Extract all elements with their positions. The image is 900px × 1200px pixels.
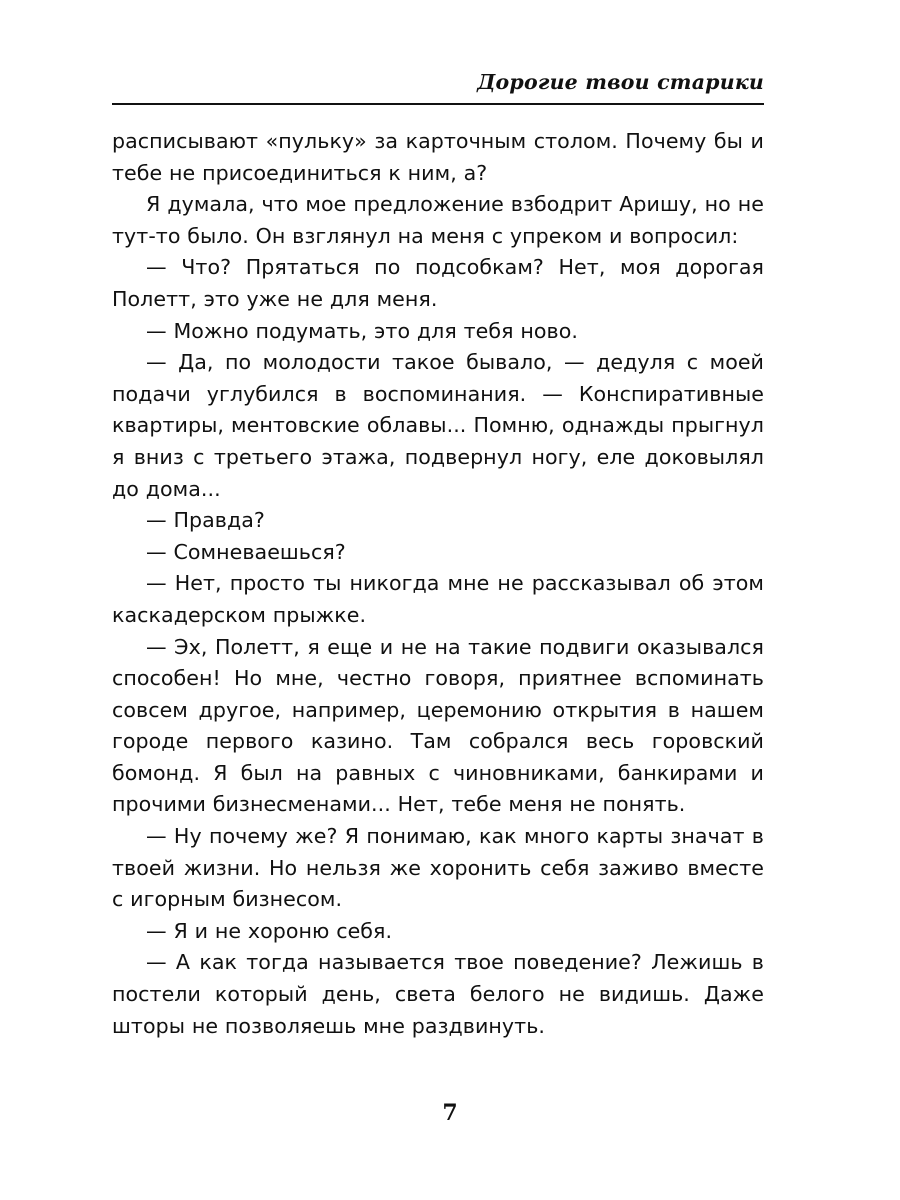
body-text (112, 126, 764, 1042)
paragraph: — Нет, просто ты никогда мне не рассказывал об этом каскадерском прыжке. (112, 571, 764, 627)
page-number: 7 (442, 1100, 458, 1126)
paragraph: — Эх, Полетт, я еще и не на такие подвиги оказывался способен! Но мне, честно говоря, приятнее вспоминать совсем другое, например, церемонию открытия в нашем городе первого казино. Там собрался весь горовский бомонд. Я был на равных с чиновниками, банкирами и прочими бизнесменами... Нет, тебе меня не понять. (112, 634, 764, 817)
paragraph: Я думала, что мое предложение взбодрит Аришу, но не тут-то было. Он взглянул на меня с упреком и вопросил: (112, 192, 764, 248)
paragraph: — Я и не хороню себя. (146, 918, 393, 943)
header-rule (112, 103, 764, 105)
page-content (112, 70, 764, 1042)
paragraph: — Можно подумать, это для тебя ново. (146, 318, 578, 343)
paragraph: — Что? Прятаться по подсобкам? Нет, моя дорогая Полетт, это уже не для меня. (112, 255, 764, 311)
paragraph: — Сомневаешься? (146, 539, 346, 564)
paragraph: — Да, по молодости такое бывало, — дедуля с моей подачи углубился в воспоминания. — Конспиративные квартиры, ментовские облавы... Помню, однажды прыгнул я вниз с третьего этажа, подвернул ногу, еле доковылял до дома... (112, 350, 764, 501)
running-head: Дорогие твои старики (477, 70, 764, 94)
paragraph: расписывают «пульку» за карточным столом. Почему бы и тебе не присоединиться к ним, а? (112, 129, 764, 185)
paragraph: — Правда? (146, 508, 265, 533)
paragraph: — А как тогда называется твое поведение? Лежишь в постели который день, света белого не видишь. Даже шторы не позволяешь мне раздвинуть. (112, 950, 764, 1038)
paragraph: — Ну почему же? Я понимаю, как много карты значат в твоей жизни. Но нельзя же хоронить себя заживо вместе с игорным бизнесом. (112, 824, 764, 912)
